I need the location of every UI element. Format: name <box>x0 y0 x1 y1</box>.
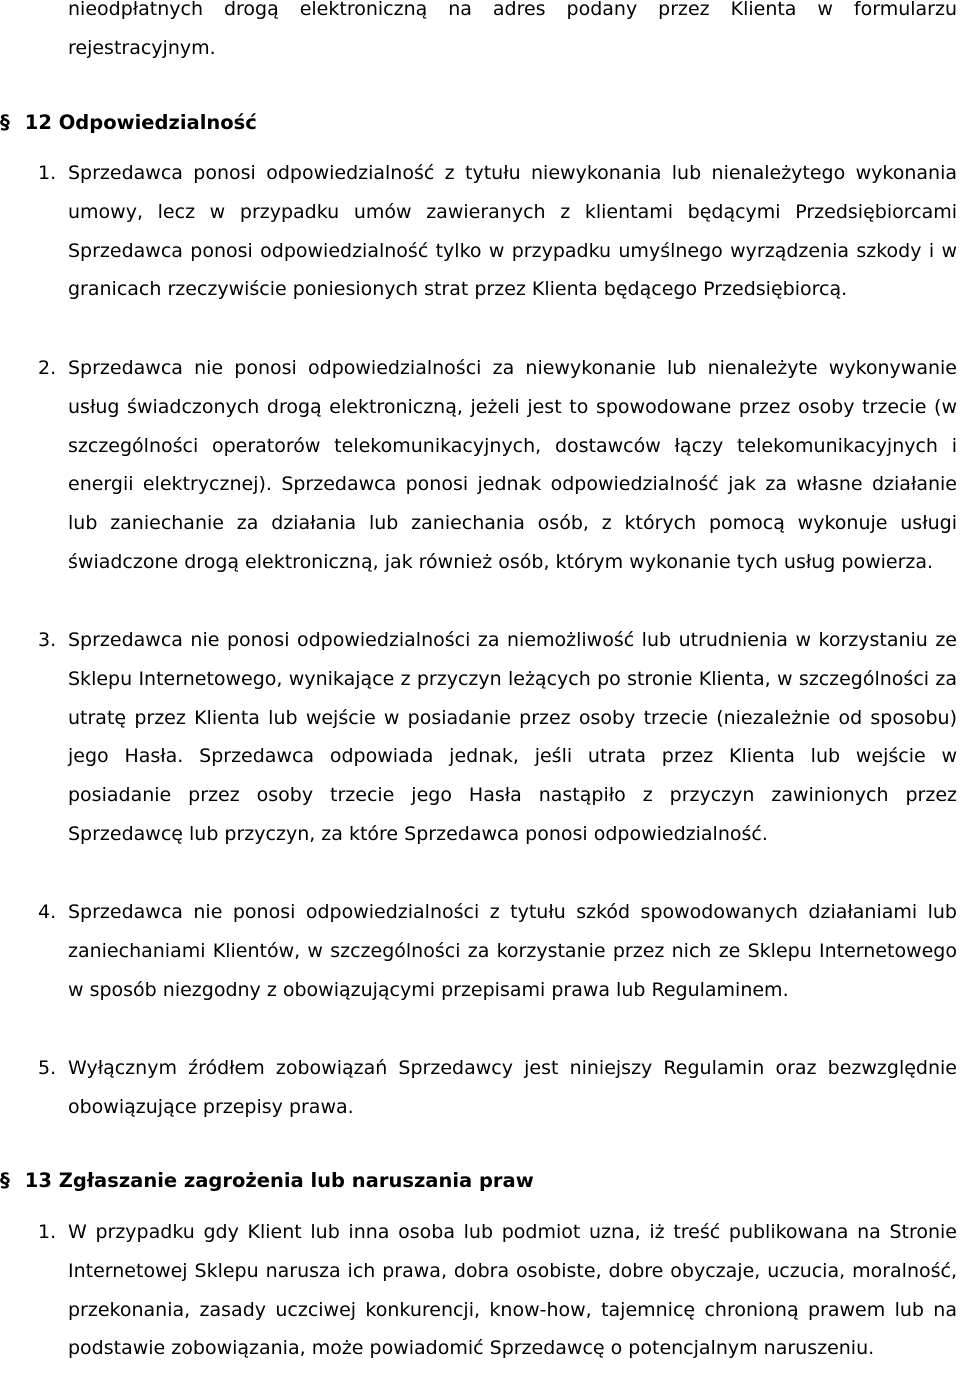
section-12-heading <box>0 104 257 142</box>
item-number: 2. <box>38 357 57 379</box>
section-13-heading <box>0 1162 534 1200</box>
item-text: Sprzedawca ponosi odpowiedzialność z tytułu niewykonania lub nienależytego wykonania umowy, lecz w przypadku umów zawieranych z klientami będącymi Przedsiębiorcami Sprzedawca ponosi odpowiedzialność tylko w przypadku umyślnego wyrządzenia szkody i w granicach rzeczywiście poniesionych strat przez Klienta będącego Przedsiębiorcą. <box>68 162 957 301</box>
item-text: W przypadku gdy Klient lub inna osoba lub podmiot uzna, iż treść publikowana na Stronie Internetowej Sklepu narusza ich prawa, dobra osobiste, dobre obyczaje, uczucia, moralność, przekonania, zasady uczciwej konkurencji, know-how, tajemnicę chronioną prawem lub na podstawie zobowiązania, może powiadomić Sprzedawcę o potencjalnym naruszeniu. <box>68 1221 957 1360</box>
section-13-item-1 <box>38 1213 957 1368</box>
section-12-item-1 <box>38 154 957 309</box>
item-number: 5. <box>38 1057 57 1079</box>
section-12-item-4 <box>38 893 957 1009</box>
section-12-item-2 <box>38 349 957 582</box>
section-13-title: 13 Zgłaszanie zagrożenia lub naruszania praw <box>24 1169 534 1192</box>
section-12-item-5 <box>38 1049 957 1127</box>
section-symbol: § <box>0 111 10 134</box>
item-text: Wyłącznym źródłem zobowiązań Sprzedawcy jest niniejszy Regulamin oraz bezwzględnie obowiązujące przepisy prawa. <box>68 1057 957 1118</box>
item-number: 4. <box>38 901 57 923</box>
item-text: Sprzedawca nie ponosi odpowiedzialności za niewykonanie lub nienależyte wykonywanie usług świadczonych drogą elektroniczną, jeżeli jest to spowodowane przez osoby trzecie (w szczególności operatorów telekomunikacyjnych, dostawców łączy telekomunikacyjnych i energii elektrycznej). Sprzedawca ponosi jednak odpowiedzialność jak za własne działanie lub zaniechanie za działania lub zaniechania osób, z których pomocą wykonuje usługi świadczone drogą elektroniczną, jak również osób, którym wykonanie tych usług powierza. <box>68 357 957 573</box>
section-symbol: § <box>0 1169 10 1192</box>
item-number: 1. <box>38 162 57 184</box>
intro-paragraph: nieodpłatnych drogą elektroniczną na adres podany przez Klienta w formularzu rejestracyjnym. <box>68 0 957 59</box>
item-text: Sprzedawca nie ponosi odpowiedzialności z tytułu szkód spowodowanych działaniami lub zaniechaniami Klientów, w szczególności za korzystanie przez nich ze Sklepu Internetowego w sposób niezgodny z obowiązującymi przepisami prawa lub Regulaminem. <box>68 901 957 1001</box>
section-12-item-3 <box>38 621 957 854</box>
item-text: Sprzedawca nie ponosi odpowiedzialności za niemożliwość lub utrudnienia w korzystaniu ze Sklepu Internetowego, wynikające z przyczyn leżących po stronie Klienta, w szczególności za utratę przez Klienta lub wejście w posiadanie przez osoby trzecie (niezależnie od sposobu) jego Hasła. Sprzedawca odpowiada jednak, jeśli utrata przez Klienta lub wejście w posiadanie przez osoby trzecie jego Hasła nastąpiło z przyczyn zawinionych przez Sprzedawcę lub przyczyn, za które Sprzedawca ponosi odpowiedzialność. <box>68 629 957 845</box>
section-12-title: 12 Odpowiedzialność <box>24 111 257 134</box>
item-number: 3. <box>38 629 57 651</box>
item-number: 1. <box>38 1221 57 1243</box>
